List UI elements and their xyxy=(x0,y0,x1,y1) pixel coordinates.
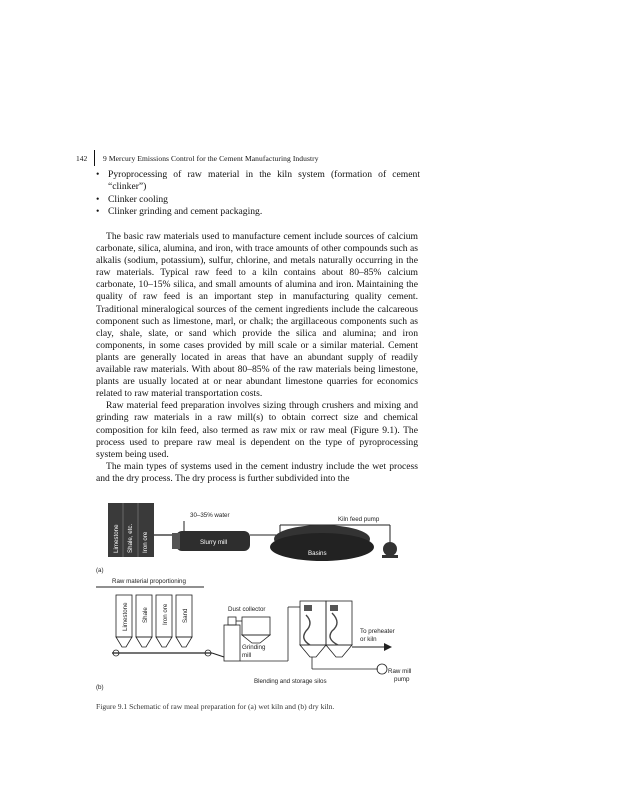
page-number: 142 xyxy=(76,153,88,163)
schematic-diagram xyxy=(92,497,432,702)
svg-text:Limestone: Limestone xyxy=(122,602,129,631)
list-item: • Clinker cooling xyxy=(96,193,168,205)
header-rule xyxy=(94,150,95,166)
silo-label: Iron ore xyxy=(142,531,149,553)
silo-label: Limestone xyxy=(113,524,120,553)
grinding-mill-label: Grinding xyxy=(242,644,266,651)
basins-label: Basins xyxy=(308,550,327,557)
bullet-icon: • xyxy=(96,193,100,205)
list-item: • Pyroprocessing of raw material in the kiln system (formation of cement “clinker”) xyxy=(96,169,420,193)
silo xyxy=(176,595,192,647)
process-steps-list xyxy=(96,169,420,218)
running-header xyxy=(76,150,476,166)
list-item: • Clinker grinding and cement packaging. xyxy=(96,205,263,217)
body-text xyxy=(96,231,418,485)
blend-flow xyxy=(304,615,310,645)
paragraph: Raw material feed preparation involves sizing through crushers and mixing and grinding raw materials in a raw mill(s) to obtain correct size and chemical composition for kiln feed, also termed as raw mix or raw meal (Figure 9.1). The process used to prepare raw meal is dependent on the type of pyroprocessing system being used. xyxy=(96,400,418,460)
arrow-right-icon xyxy=(384,643,392,651)
raw-mill-pump xyxy=(377,664,387,674)
raw-mill-pump-label: Raw mill xyxy=(388,668,412,675)
dust-collector-label: Dust collector xyxy=(228,606,266,613)
paragraph: The basic raw materials used to manufacture cement include sources of calcium carbonate, silica, alumina, and iron, with trace amounts of other compounds such as alkalis (sodium, potassium), sulfur, chlorine, and metals naturally occurring in the raw materials. Typical raw feed to a kiln contains about 80–85% calcium carbonate, 10–15% silica, and small amounts of alumina and iron. Maintaining the quality of raw feed is an important step in manufacturing quality cement. Traditional mineralogical sources of the cement ingredients include the calcareous component such as limestone, marl, or chalk; the argillaceous components such as clay, shale, slate, or sand which provide the silica and alumina; and iron components, in some cases provided by mill scale or a similar material. Cement plants are generally located in areas that have an abundant supply of readily available raw materials. With about 80–85% of the raw materials being limestone, plants are usually located at or near abundant limestone quarries for economics related to raw material transportation costs. xyxy=(96,231,418,400)
bullet-icon: • xyxy=(96,205,100,217)
grinding-mill xyxy=(224,625,240,661)
kiln-feed-pump-label: Kiln feed pump xyxy=(338,516,380,523)
svg-text:pump: pump xyxy=(394,676,410,683)
svg-text:Shale: Shale xyxy=(142,607,149,623)
dry-kiln-panel xyxy=(96,578,411,691)
wet-kiln-panel xyxy=(96,503,398,574)
blending-silos xyxy=(300,601,352,657)
slurry-mill-label: Slurry mill xyxy=(200,539,228,546)
to-preheater-label: To preheater xyxy=(360,628,395,635)
svg-text:Iron ore: Iron ore xyxy=(162,603,169,625)
silo xyxy=(116,595,132,647)
blending-label: Blending and storage silos xyxy=(254,678,327,685)
paragraph: The main types of systems used in the cement industry include the wet process and the dry process. The dry process is further subdivided into the xyxy=(96,460,418,484)
figure-caption: Figure 9.1 Schematic of raw meal preparation for (a) wet kiln and (b) dry kiln. xyxy=(96,702,335,711)
water-label: 30–35% water xyxy=(190,512,230,519)
panel-label: (b) xyxy=(96,684,104,691)
silo xyxy=(156,595,172,647)
silo xyxy=(136,595,152,647)
blend-flow xyxy=(330,613,338,645)
svg-text:Sand: Sand xyxy=(182,608,189,623)
running-title: 9 Mercury Emissions Control for the Cement Manufacturing Industry xyxy=(103,153,319,163)
panel-label: (a) xyxy=(96,567,104,574)
dust-collector xyxy=(242,617,270,635)
kiln-feed-pump xyxy=(383,542,397,556)
proportioning-label: Raw material proportioning xyxy=(112,578,186,585)
bullet-icon: • xyxy=(96,169,100,180)
svg-text:or kiln: or kiln xyxy=(360,636,377,643)
svg-text:mill: mill xyxy=(242,652,252,659)
figure-9-1 xyxy=(92,497,432,702)
silo-label: Shale, etc. xyxy=(127,523,134,553)
